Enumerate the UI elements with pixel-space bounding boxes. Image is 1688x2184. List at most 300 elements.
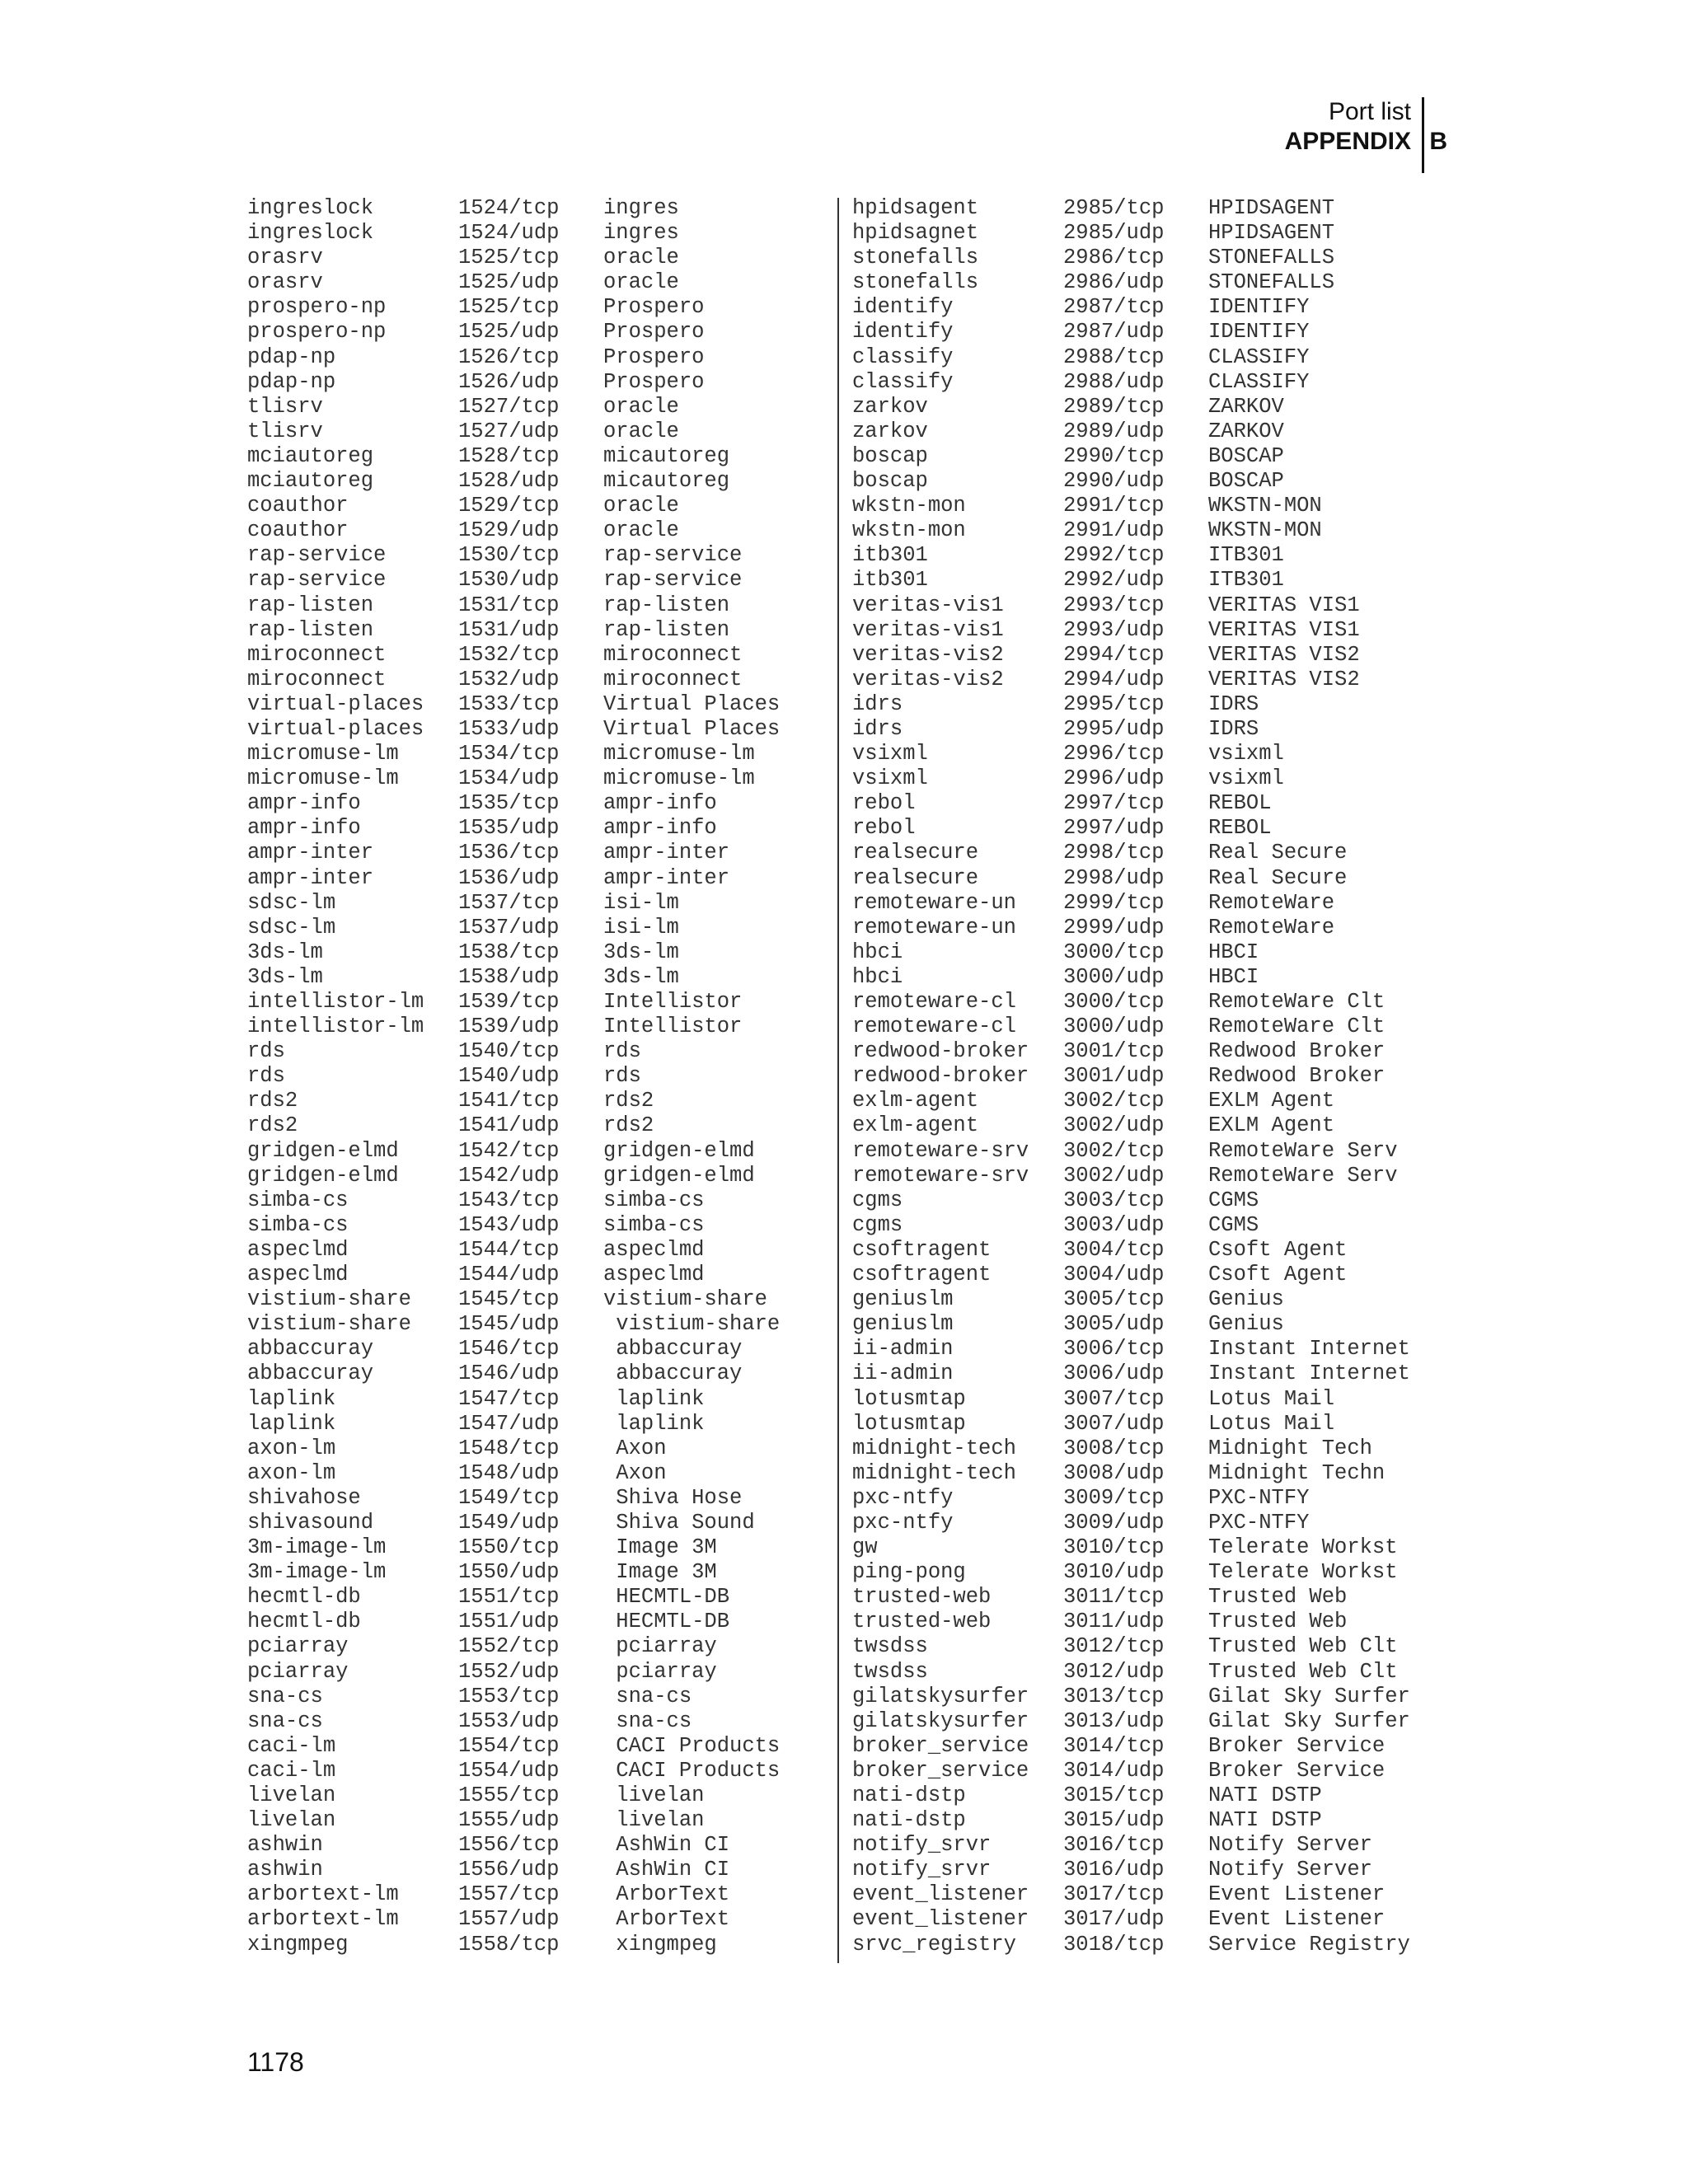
port-protocol: 3005/udp: [1063, 1312, 1165, 1337]
port-protocol: 1540/udp: [458, 1064, 560, 1089]
service-name: mciautoreg: [247, 443, 374, 468]
service-name: rap-listen: [247, 593, 374, 617]
port-protocol: 3005/tcp: [1063, 1287, 1165, 1312]
port-entry-row: [247, 444, 851, 469]
service-description: Notify Server: [1208, 1833, 1372, 1858]
service-description: Gilat Sky Surfer: [1208, 1684, 1410, 1708]
port-protocol: 2989/tcp: [1063, 394, 1165, 419]
service-name: sna-cs: [247, 1708, 323, 1733]
service-description: Instant Internet: [1208, 1337, 1410, 1361]
service-name: simba-cs: [247, 1188, 349, 1212]
port-protocol: 1545/udp: [458, 1312, 560, 1337]
service-description: RemoteWare Serv: [1208, 1138, 1398, 1163]
port-protocol: 3016/udp: [1063, 1858, 1165, 1882]
service-description: micromuse-lm: [603, 766, 755, 791]
service-description: rap-service: [603, 543, 743, 568]
service-description: xingmpeg: [603, 1932, 717, 1957]
service-name: hecmtl-db: [247, 1585, 361, 1610]
port-entry-row: [247, 345, 851, 370]
port-entry-row: [852, 1783, 1456, 1808]
service-name: orasrv: [247, 246, 323, 270]
service-description: ampr-inter: [603, 841, 730, 865]
port-protocol: 3017/tcp: [1063, 1882, 1165, 1907]
service-description: Genius: [1208, 1287, 1284, 1312]
service-description: ampr-info: [603, 791, 717, 816]
service-description: Event Listener: [1208, 1882, 1386, 1907]
service-description: CGMS: [1208, 1188, 1259, 1212]
port-protocol: 2994/udp: [1063, 667, 1165, 691]
port-protocol: 2985/udp: [1063, 221, 1165, 246]
port-entry-row: [247, 643, 851, 668]
port-entry-row: [247, 866, 851, 891]
port-entry-row: [852, 1139, 1456, 1164]
service-description: RemoteWare: [1208, 915, 1335, 940]
service-name: broker_service: [852, 1733, 1029, 1758]
port-protocol: 2992/tcp: [1063, 543, 1165, 568]
service-name: redwood-broker: [852, 1039, 1029, 1064]
service-description: abbaccuray: [603, 1337, 743, 1361]
port-protocol: 1543/udp: [458, 1212, 560, 1237]
port-protocol: 2992/udp: [1063, 568, 1165, 593]
port-entry-row: [852, 1312, 1456, 1337]
port-protocol: 3010/udp: [1063, 1560, 1165, 1585]
service-description: sna-cs: [603, 1708, 692, 1733]
service-name: hbci: [852, 940, 903, 964]
port-protocol: 2998/udp: [1063, 865, 1165, 890]
port-protocol: 3016/tcp: [1063, 1833, 1165, 1858]
port-protocol: 1551/tcp: [458, 1585, 560, 1610]
port-protocol: 1531/tcp: [458, 593, 560, 617]
column-divider: [837, 198, 839, 1963]
port-entry-row: [247, 717, 851, 742]
service-name: event_listener: [852, 1882, 1029, 1907]
port-protocol: 2996/tcp: [1063, 742, 1165, 766]
port-protocol: 3018/tcp: [1063, 1932, 1165, 1957]
port-entry-row: [852, 1833, 1456, 1858]
service-description: rap-service: [603, 568, 743, 593]
service-name: arbortext-lm: [247, 1882, 399, 1907]
port-protocol: 1529/tcp: [458, 494, 560, 518]
service-description: vsixml: [1208, 766, 1284, 791]
service-description: miroconnect: [603, 667, 743, 691]
service-description: RemoteWare Clt: [1208, 990, 1386, 1014]
service-name: arbortext-lm: [247, 1907, 399, 1932]
service-name: ingreslock: [247, 196, 374, 220]
service-name: idrs: [852, 691, 903, 716]
service-description: IDENTIFY: [1208, 320, 1310, 344]
header-appendix-label: [1284, 127, 1447, 157]
service-description: Prospero: [603, 320, 705, 344]
service-name: tlisrv: [247, 394, 323, 419]
port-entry-row: [852, 1361, 1456, 1386]
service-description: WKSTN-MON: [1208, 494, 1322, 518]
service-description: pciarray: [603, 1659, 717, 1684]
port-protocol: 1530/udp: [458, 568, 560, 593]
port-protocol: 1544/udp: [458, 1263, 560, 1287]
port-protocol: 1546/tcp: [458, 1337, 560, 1361]
service-name: axon-lm: [247, 1436, 336, 1460]
port-entry-row: [852, 221, 1456, 246]
port-protocol: 2993/udp: [1063, 617, 1165, 642]
service-name: classify: [852, 344, 954, 369]
service-name: rap-listen: [247, 617, 374, 642]
port-entry-row: [247, 916, 851, 940]
port-protocol: 3015/tcp: [1063, 1783, 1165, 1807]
service-description: Instant Internet: [1208, 1361, 1410, 1386]
service-description: isi-lm: [603, 890, 679, 915]
service-description: Broker Service: [1208, 1758, 1386, 1783]
service-description: NATI DSTP: [1208, 1808, 1322, 1833]
port-entry-row: [247, 1287, 851, 1312]
port-protocol: 1527/udp: [458, 419, 560, 443]
service-description: Intellistor: [603, 990, 743, 1014]
service-name: laplink: [247, 1411, 336, 1436]
service-name: twsdss: [852, 1659, 928, 1684]
port-protocol: 1555/tcp: [458, 1783, 560, 1807]
service-name: remoteware-srv: [852, 1163, 1029, 1188]
service-name: gilatskysurfer: [852, 1684, 1029, 1708]
port-entry-row: [852, 1238, 1456, 1263]
service-name: hpidsagnet: [852, 221, 979, 246]
service-name: lotusmtap: [852, 1386, 966, 1411]
port-entry-row: [852, 568, 1456, 593]
service-name: remoteware-un: [852, 890, 1016, 915]
service-name: prospero-np: [247, 320, 387, 344]
port-entry-row: [852, 1113, 1456, 1138]
service-description: Shiva Sound: [603, 1510, 755, 1535]
service-name: pxc-ntfy: [852, 1485, 954, 1510]
service-description: rap-listen: [603, 617, 730, 642]
service-description: abbaccuray: [603, 1361, 743, 1386]
service-name: veritas-vis2: [852, 642, 1004, 667]
service-name: 3ds-lm: [247, 964, 323, 989]
port-protocol: 1553/udp: [458, 1708, 560, 1733]
service-name: gridgen-elmd: [247, 1138, 399, 1163]
port-entry-row: [852, 1511, 1456, 1535]
header-appendix-word: APPENDIX: [1284, 128, 1411, 155]
port-entry-row: [852, 1734, 1456, 1759]
service-description: oracle: [603, 518, 679, 543]
service-description: Virtual Places: [603, 716, 781, 741]
service-description: gridgen-elmd: [603, 1138, 755, 1163]
port-protocol: 3013/udp: [1063, 1708, 1165, 1733]
port-protocol: 3011/udp: [1063, 1610, 1165, 1634]
service-description: IDRS: [1208, 716, 1259, 741]
port-protocol: 3011/tcp: [1063, 1585, 1165, 1610]
port-list-right-column: [852, 196, 1456, 1957]
port-protocol: 3003/tcp: [1063, 1188, 1165, 1212]
port-entry-row: [852, 668, 1456, 692]
port-protocol: 1557/udp: [458, 1907, 560, 1932]
service-description: rds: [603, 1064, 641, 1089]
service-name: remoteware-un: [852, 915, 1016, 940]
port-protocol: 3003/udp: [1063, 1212, 1165, 1237]
port-protocol: 2994/tcp: [1063, 642, 1165, 667]
port-entry-row: [852, 419, 1456, 444]
port-protocol: 1552/udp: [458, 1659, 560, 1684]
service-description: HBCI: [1208, 940, 1259, 964]
port-protocol: 1550/tcp: [458, 1535, 560, 1560]
service-description: CACI Products: [603, 1758, 781, 1783]
port-entry-row: [247, 940, 851, 965]
service-description: Prospero: [603, 369, 705, 394]
service-description: Notify Server: [1208, 1858, 1372, 1882]
port-entry-row: [247, 568, 851, 593]
service-description: Midnight Tech: [1208, 1436, 1372, 1460]
service-name: orasrv: [247, 270, 323, 295]
service-description: vistium-share: [603, 1312, 781, 1337]
port-entry-row: [852, 1164, 1456, 1188]
port-protocol: 1543/tcp: [458, 1188, 560, 1212]
service-name: pdap-np: [247, 369, 336, 394]
service-description: Image 3M: [603, 1560, 717, 1585]
service-name: midnight-tech: [852, 1460, 1016, 1485]
port-entry-row: [247, 270, 851, 295]
port-protocol: 3007/udp: [1063, 1411, 1165, 1436]
port-protocol: 1524/udp: [458, 221, 560, 246]
header-section-title: Port list: [1328, 98, 1411, 125]
port-entry-row: [247, 766, 851, 791]
service-description: WKSTN-MON: [1208, 518, 1322, 543]
service-description: Intellistor: [603, 1015, 743, 1039]
service-name: pxc-ntfy: [852, 1510, 954, 1535]
port-protocol: 3007/tcp: [1063, 1386, 1165, 1411]
port-protocol: 1554/udp: [458, 1758, 560, 1783]
port-entry-row: [852, 1585, 1456, 1610]
service-name: gridgen-elmd: [247, 1163, 399, 1188]
port-entry-row: [247, 618, 851, 643]
port-entry-row: [852, 1387, 1456, 1412]
port-protocol: 2989/udp: [1063, 419, 1165, 443]
service-name: hpidsagent: [852, 196, 979, 220]
service-description: Shiva Hose: [603, 1485, 743, 1510]
port-entry-row: [247, 668, 851, 692]
header-appendix-letter: B: [1429, 128, 1447, 155]
service-description: micromuse-lm: [603, 742, 755, 766]
service-description: vsixml: [1208, 742, 1284, 766]
port-protocol: 1555/udp: [458, 1808, 560, 1833]
service-name: itb301: [852, 543, 928, 568]
service-description: VERITAS VIS1: [1208, 617, 1360, 642]
service-description: rds: [603, 1039, 641, 1064]
service-description: oracle: [603, 419, 679, 443]
service-name: remoteware-cl: [852, 990, 1016, 1014]
service-description: Redwood Broker: [1208, 1064, 1386, 1089]
service-name: pdap-np: [247, 344, 336, 369]
port-entry-row: [852, 1486, 1456, 1511]
service-description: ampr-info: [603, 816, 717, 841]
port-protocol: 2999/udp: [1063, 915, 1165, 940]
service-description: vistium-share: [603, 1287, 767, 1312]
port-entry-row: [852, 1560, 1456, 1585]
service-name: mciautoreg: [247, 469, 374, 494]
service-description: Virtual Places: [603, 691, 781, 716]
port-protocol: 1538/udp: [458, 964, 560, 989]
port-protocol: 1528/tcp: [458, 443, 560, 468]
port-protocol: 2985/tcp: [1063, 196, 1165, 220]
service-name: aspeclmd: [247, 1263, 349, 1287]
service-name: rds: [247, 1064, 285, 1089]
service-name: realsecure: [852, 865, 979, 890]
service-name: csoftragent: [852, 1263, 992, 1287]
service-name: tlisrv: [247, 419, 323, 443]
port-entry-row: [247, 1560, 851, 1585]
service-description: CACI Products: [603, 1733, 781, 1758]
port-entry-row: [852, 1337, 1456, 1361]
port-protocol: 3002/tcp: [1063, 1089, 1165, 1113]
service-name: pciarray: [247, 1634, 349, 1659]
service-name: rds2: [247, 1113, 298, 1138]
port-entry-row: [852, 246, 1456, 270]
port-protocol: 1527/tcp: [458, 394, 560, 419]
port-protocol: 1547/tcp: [458, 1386, 560, 1411]
port-protocol: 1545/tcp: [458, 1287, 560, 1312]
port-protocol: 1546/udp: [458, 1361, 560, 1386]
port-protocol: 2991/udp: [1063, 518, 1165, 543]
port-entry-row: [852, 717, 1456, 742]
service-name: coauthor: [247, 494, 349, 518]
port-entry-row: [247, 1064, 851, 1089]
port-entry-row: [247, 1412, 851, 1436]
service-description: Axon: [603, 1436, 667, 1460]
service-name: shivasound: [247, 1510, 374, 1535]
port-entry-row: [247, 419, 851, 444]
port-protocol: 1535/udp: [458, 816, 560, 841]
port-entry-row: [247, 1535, 851, 1560]
service-description: oracle: [603, 246, 679, 270]
port-protocol: 2999/tcp: [1063, 890, 1165, 915]
port-protocol: 3002/tcp: [1063, 1138, 1165, 1163]
port-protocol: 3009/udp: [1063, 1510, 1165, 1535]
service-name: vistium-share: [247, 1287, 411, 1312]
service-name: idrs: [852, 716, 903, 741]
service-name: sna-cs: [247, 1684, 323, 1708]
port-entry-row: [852, 766, 1456, 791]
port-protocol: 1525/udp: [458, 320, 560, 344]
port-protocol: 3001/udp: [1063, 1064, 1165, 1089]
port-protocol: 1534/tcp: [458, 742, 560, 766]
service-description: ArborText: [603, 1907, 730, 1932]
port-protocol: 1537/tcp: [458, 890, 560, 915]
service-name: rap-service: [247, 568, 387, 593]
service-name: cgms: [852, 1188, 903, 1212]
port-entry-row: [247, 1585, 851, 1610]
running-header: [1284, 97, 1447, 157]
service-name: remoteware-srv: [852, 1138, 1029, 1163]
port-entry-row: [852, 1188, 1456, 1213]
service-description: ingres: [603, 221, 679, 246]
service-name: stonefalls: [852, 270, 979, 295]
port-entry-row: [247, 1263, 851, 1287]
port-entry-row: [247, 1337, 851, 1361]
port-protocol: 2987/tcp: [1063, 295, 1165, 320]
service-name: micromuse-lm: [247, 742, 399, 766]
port-protocol: 1541/tcp: [458, 1089, 560, 1113]
port-protocol: 1532/udp: [458, 667, 560, 691]
port-entry-row: [247, 1907, 851, 1932]
service-description: Real Secure: [1208, 841, 1348, 865]
port-entry-row: [247, 841, 851, 865]
service-description: RemoteWare Serv: [1208, 1163, 1398, 1188]
port-entry-row: [247, 1436, 851, 1461]
service-name: caci-lm: [247, 1758, 336, 1783]
service-description: Prospero: [603, 295, 705, 320]
service-name: trusted-web: [852, 1610, 992, 1634]
port-entry-row: [852, 494, 1456, 518]
port-entry-row: [852, 1263, 1456, 1287]
service-name: wkstn-mon: [852, 518, 966, 543]
service-name: ashwin: [247, 1858, 323, 1882]
port-entry-row: [247, 295, 851, 320]
service-name: laplink: [247, 1386, 336, 1411]
service-description: RemoteWare Clt: [1208, 1015, 1386, 1039]
port-entry-row: [247, 1139, 851, 1164]
service-name: coauthor: [247, 518, 349, 543]
port-entry-row: [247, 1634, 851, 1659]
service-name: identify: [852, 295, 954, 320]
service-description: Service Registry: [1208, 1932, 1410, 1957]
port-protocol: 2997/tcp: [1063, 791, 1165, 816]
port-entry-row: [247, 1833, 851, 1858]
port-entry-row: [247, 1882, 851, 1907]
port-entry-row: [247, 816, 851, 841]
service-description: livelan: [603, 1808, 705, 1833]
service-description: VERITAS VIS2: [1208, 667, 1360, 691]
port-protocol: 1549/tcp: [458, 1485, 560, 1510]
service-description: Axon: [603, 1460, 667, 1485]
service-name: itb301: [852, 568, 928, 593]
port-entry-row: [852, 891, 1456, 916]
service-name: csoftragent: [852, 1237, 992, 1262]
service-name: miroconnect: [247, 667, 387, 691]
port-entry-row: [247, 1858, 851, 1882]
port-protocol: 1540/tcp: [458, 1039, 560, 1064]
service-description: HPIDSAGENT: [1208, 221, 1335, 246]
service-name: remoteware-cl: [852, 1015, 1016, 1039]
port-entry-row: [247, 1361, 851, 1386]
port-entry-row: [247, 1709, 851, 1734]
port-protocol: 1558/tcp: [458, 1932, 560, 1957]
port-entry-row: [247, 1783, 851, 1808]
port-protocol: 2996/udp: [1063, 766, 1165, 791]
service-description: Real Secure: [1208, 865, 1348, 890]
service-name: sdsc-lm: [247, 890, 336, 915]
port-entry-row: [852, 1858, 1456, 1882]
service-name: ii-admin: [852, 1337, 954, 1361]
port-entry-row: [852, 1634, 1456, 1659]
port-protocol: 2993/tcp: [1063, 593, 1165, 617]
port-protocol: 1552/tcp: [458, 1634, 560, 1659]
service-name: virtual-places: [247, 691, 424, 716]
service-description: Trusted Web: [1208, 1610, 1348, 1634]
port-protocol: 1526/udp: [458, 369, 560, 394]
port-protocol: 1541/udp: [458, 1113, 560, 1138]
service-name: pciarray: [247, 1659, 349, 1684]
service-name: lotusmtap: [852, 1411, 966, 1436]
service-description: sna-cs: [603, 1684, 692, 1708]
port-entry-row: [852, 1709, 1456, 1734]
port-entry-row: [247, 1188, 851, 1213]
port-protocol: 1553/tcp: [458, 1684, 560, 1708]
port-protocol: 1528/udp: [458, 469, 560, 494]
service-description: IDENTIFY: [1208, 295, 1310, 320]
port-protocol: 3001/tcp: [1063, 1039, 1165, 1064]
service-description: PXC-NTFY: [1208, 1510, 1310, 1535]
service-name: boscap: [852, 443, 928, 468]
service-name: livelan: [247, 1783, 336, 1807]
service-name: boscap: [852, 469, 928, 494]
service-name: miroconnect: [247, 642, 387, 667]
